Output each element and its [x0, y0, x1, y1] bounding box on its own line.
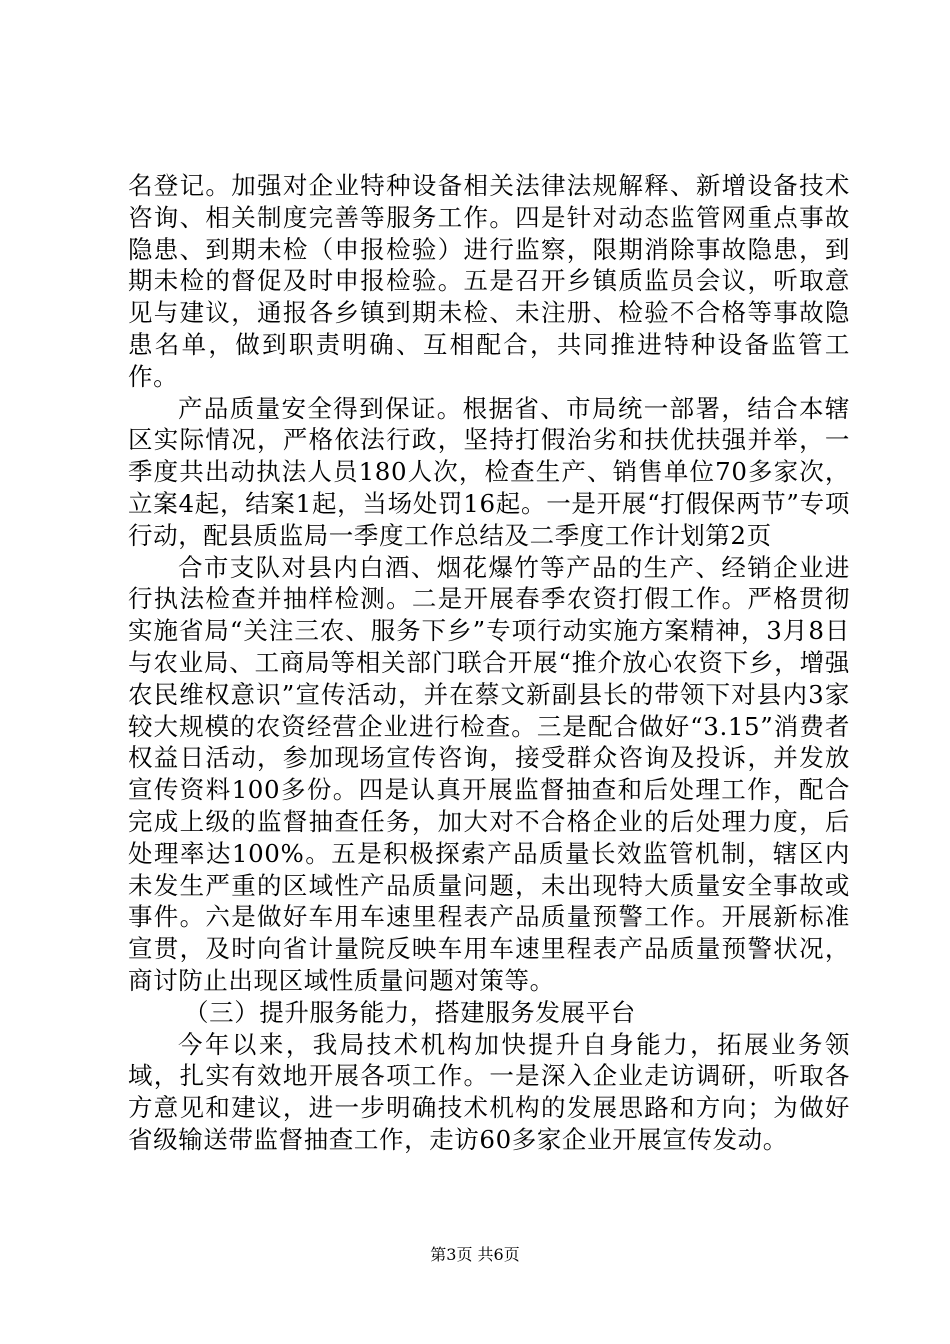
paragraph-enforcement-actions: 合市支队对县内白酒、烟花爆竹等产品的生产、经销企业进行执法检查并抽样检测。二是开展春季农资打假工作。严格贯彻实施省局“关注三农、服务下乡”专项行动实施方案精神，3月8日与农业局、工商局等相关部门联合开展“推介放心农资下乡，增强农民维权意识”宣传活动，并在蔡文新副县长的带领下对县内3家较大规模的农资经营企业进行检查。三是配合做好“3.15”消费者权益日活动，参加现场宣传咨询，接受群众咨询及投诉，并发放宣传资料100多份。四是认真开展监督抽查和后处理工作，配合完成上级的监督抽查任务，加大对不合格企业的后处理力度，后处理率达100%。五是积极探索产品质量长效监管机制，辖区内未发生严重的区域性产品质量问题，未出现特大质量安全事故或事件。六是做好车用车速里程表产品质量预警工作。开展新标准宣贯，及时向省计量院反映车用车速里程表产品质量预警状况，商讨防止出现区域性质量问题对策等。 — [128, 552, 850, 995]
page-number-footer: 第3页 共6页 — [430, 1245, 520, 1264]
document-body — [128, 170, 850, 1156]
paragraph-special-equipment: 名登记。加强对企业特种设备相关法律法规解释、新增设备技术咨询、相关制度完善等服务工作。四是针对动态监管网重点事故隐患、到期未检（申报检验）进行监察，限期消除事故隐患，到期未检的督促及时申报检验。五是召开乡镇质监员会议，听取意见与建议，通报各乡镇到期未检、未注册、检验不合格等事故隐患名单，做到职责明确、互相配合，共同推进特种设备监管工作。 — [128, 171, 850, 391]
paragraph-product-quality: 产品质量安全得到保证。根据省、市局统一部署，结合本辖区实际情况，严格依法行政，坚持打假治劣和扶优扶强并举，一季度共出动执法人员180人次，检查生产、销售单位70多家次，立案4起，结案1起，当场处罚16起。一是开展“打假保两节”专项行动，配县质监局一季度工作总结及二季度工作计划第2页 — [128, 393, 850, 550]
paragraph-technical-institutions: 今年以来，我局技术机构加快提升自身能力，拓展业务领域，扎实有效地开展各项工作。一是深入企业走访调研，听取各方意见和建议，进一步明确技术机构的发展思路和方向；为做好省级输送带监督抽查工作，走访60多家企业开展宣传发动。 — [128, 1029, 850, 1154]
section-heading-service-capacity: （三）提升服务能力，搭建服务发展平台 — [184, 997, 636, 1027]
